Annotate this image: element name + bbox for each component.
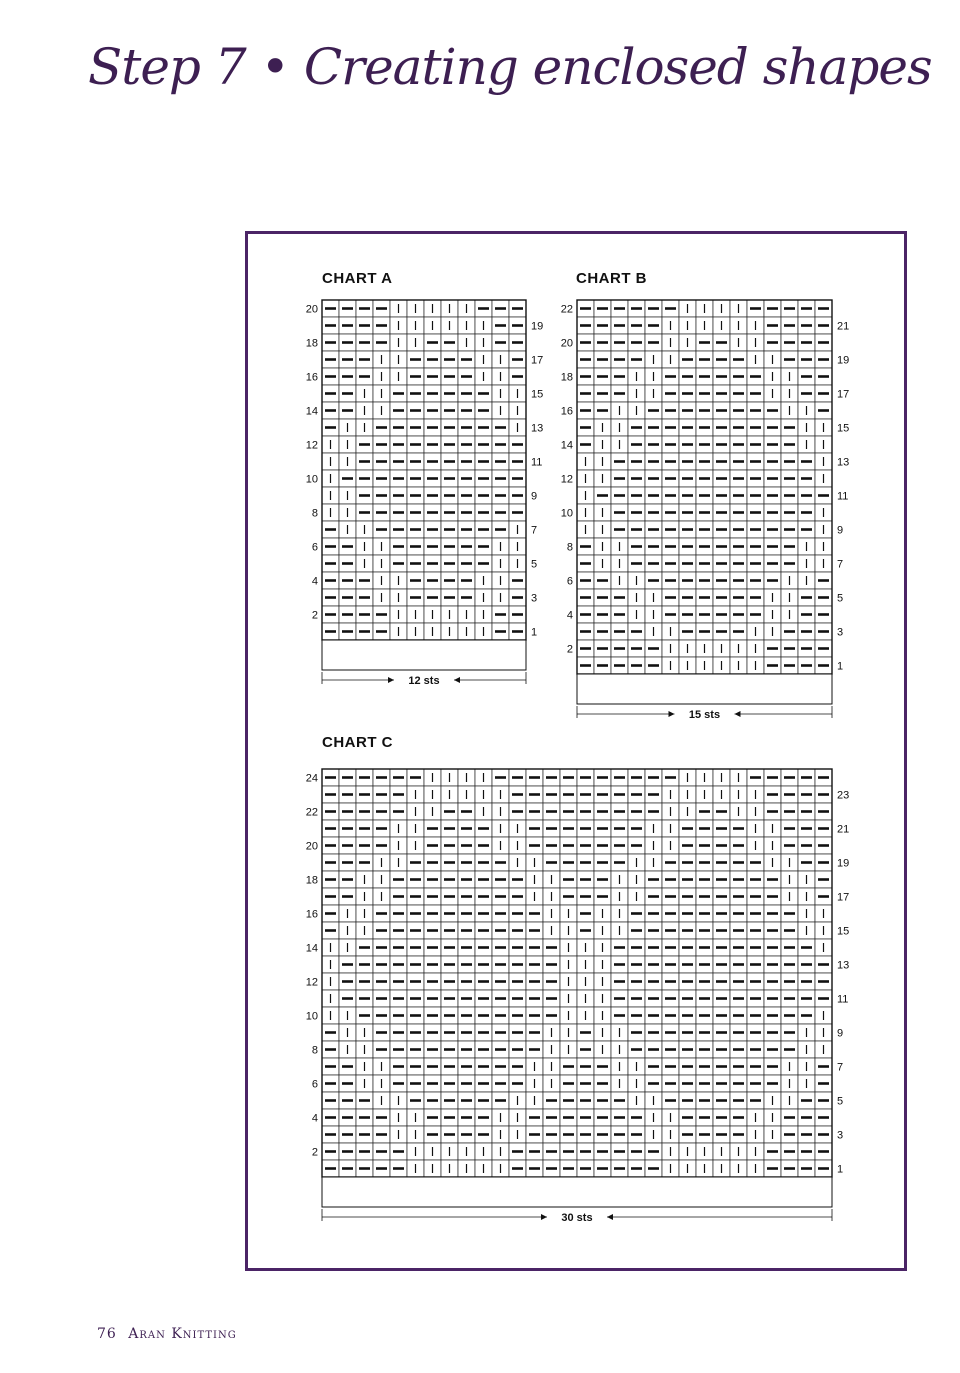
row-number: 7 <box>837 558 844 571</box>
row-number: 6 <box>311 1078 318 1091</box>
row-number: 18 <box>305 337 318 350</box>
row-number: 16 <box>560 405 573 418</box>
row-number: 20 <box>305 303 318 316</box>
row-number: 19 <box>837 354 850 367</box>
arrow-left <box>454 677 460 683</box>
row-number: 19 <box>837 857 850 870</box>
chart-base <box>322 1177 832 1207</box>
row-number: 6 <box>311 541 318 554</box>
row-number: 9 <box>531 490 538 503</box>
row-number: 15 <box>837 925 850 938</box>
row-number: 10 <box>305 473 318 486</box>
chart-b-title: CHART B <box>576 270 647 287</box>
row-number: 21 <box>837 320 850 333</box>
row-number: 8 <box>311 1044 318 1057</box>
row-number: 3 <box>837 1129 844 1142</box>
row-number: 21 <box>837 823 850 836</box>
row-number: 15 <box>837 422 850 435</box>
row-number: 16 <box>305 908 318 921</box>
chart-a-title: CHART A <box>322 270 393 287</box>
chart-c-grid <box>300 765 865 1225</box>
chart-base <box>322 640 526 670</box>
row-number: 12 <box>305 439 318 452</box>
row-number: 3 <box>837 626 844 639</box>
row-number: 16 <box>305 371 318 384</box>
row-number: 3 <box>531 592 538 605</box>
row-number: 13 <box>837 959 850 972</box>
row-number: 11 <box>837 993 849 1006</box>
row-number: 2 <box>566 643 573 656</box>
row-number: 10 <box>305 1010 318 1023</box>
page-footer <box>97 1326 237 1342</box>
row-number: 20 <box>560 337 573 350</box>
row-number: 17 <box>837 388 850 401</box>
row-number: 12 <box>305 976 318 989</box>
row-number: 23 <box>837 789 850 802</box>
chart-b-grid <box>555 300 865 730</box>
row-number: 1 <box>531 626 538 639</box>
stitch-count-label: 12 sts <box>408 675 440 687</box>
page-title: Step 7 • Creating enclosed shapes <box>88 38 932 96</box>
chart-c-cells <box>322 769 832 1177</box>
arrow-right <box>669 711 675 717</box>
row-number: 2 <box>311 609 318 622</box>
arrow-left <box>607 1214 613 1220</box>
arrow-left <box>735 711 741 717</box>
row-number: 6 <box>566 575 573 588</box>
row-number: 17 <box>531 354 544 367</box>
row-number: 14 <box>305 942 318 955</box>
row-number: 4 <box>311 1112 318 1125</box>
row-number: 22 <box>560 303 573 316</box>
row-number: 1 <box>837 1163 844 1176</box>
chart-a-cells <box>322 300 526 640</box>
row-number: 5 <box>531 558 538 571</box>
row-number: 17 <box>837 891 850 904</box>
stitch-count-label: 30 sts <box>561 1212 593 1224</box>
row-number: 11 <box>531 456 543 469</box>
row-number: 13 <box>837 456 850 469</box>
arrow-right <box>388 677 394 683</box>
row-number: 9 <box>837 1027 844 1040</box>
book-title: Aran Knitting <box>128 1326 237 1342</box>
row-number: 10 <box>560 507 573 520</box>
row-number: 8 <box>311 507 318 520</box>
row-number: 8 <box>566 541 573 554</box>
row-number: 18 <box>305 874 318 887</box>
row-number: 1 <box>837 660 844 673</box>
row-number: 22 <box>305 806 318 819</box>
chart-a-grid <box>300 300 560 700</box>
row-number: 20 <box>305 840 318 853</box>
row-number: 18 <box>560 371 573 384</box>
row-number: 19 <box>531 320 544 333</box>
row-number: 11 <box>837 490 849 503</box>
arrow-right <box>541 1214 547 1220</box>
row-number: 15 <box>531 388 544 401</box>
page-number: 76 <box>97 1326 117 1342</box>
row-number: 4 <box>566 609 573 622</box>
row-number: 13 <box>531 422 544 435</box>
row-number: 7 <box>837 1061 844 1074</box>
row-number: 5 <box>837 1095 844 1108</box>
row-number: 14 <box>560 439 573 452</box>
row-number: 5 <box>837 592 844 605</box>
row-number: 4 <box>311 575 318 588</box>
row-number: 9 <box>837 524 844 537</box>
stitch-count-label: 15 sts <box>688 709 721 721</box>
row-number: 12 <box>560 473 573 486</box>
row-number: 7 <box>531 524 538 537</box>
row-number: 2 <box>311 1146 318 1159</box>
row-number: 14 <box>305 405 318 418</box>
chart-b-cells <box>577 300 832 674</box>
chart-c-title: CHART C <box>322 734 393 751</box>
chart-base <box>577 674 832 704</box>
row-number: 24 <box>305 772 318 785</box>
